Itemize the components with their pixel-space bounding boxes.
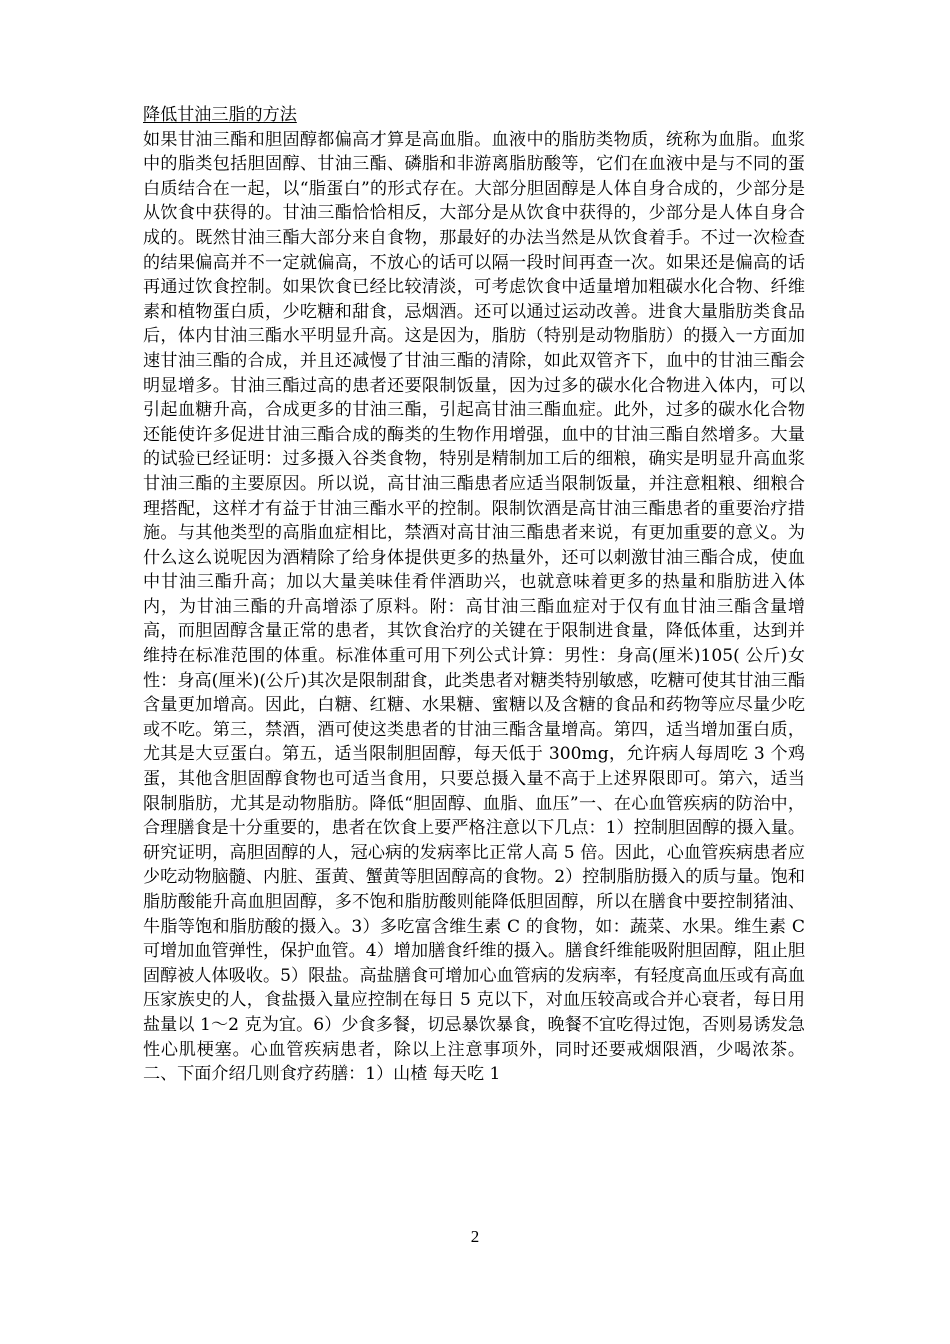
- page-number: 2: [470, 1227, 480, 1246]
- document-content: [143, 103, 805, 1087]
- document-body: 如果甘油三酯和胆固醇都偏高才算是高血脂。血液中的脂肪类物质，统称为血脂。血浆中的脂类包括胆固醇、甘油三酯、磷脂和非游离脂肪酸等，它们在血液中是与不同的蛋白质结合在一起，以“脂蛋白”的形式存在。大部分胆固醇是人体自身合成的，少部分是从饮食中获得的。甘油三酯恰恰相反，大部分是从饮食中获得的，少部分是人体自身合成的。既然甘油三酯大部分来自食物，那最好的办法当然是从饮食着手。不过一次检查的结果偏高并不一定就偏高，不放心的话可以隔一段时间再查一次。如果还是偏高的话再通过饮食控制。如果饮食已经比较清淡，可考虑饮食中适量增加粗碳水化合物、纤维素和植物蛋白质，少吃糖和甜食，忌烟酒。还可以通过运动改善。进食大量脂肪类食品后，体内甘油三酯水平明显升高。这是因为，脂肪（特别是动物脂肪）的摄入一方面加速甘油三酯的合成，并且还减慢了甘油三酯的清除，如此双管齐下，血中的甘油三酯会明显增多。甘油三酯过高的患者还要限制饭量，因为过多的碳水化合物进入体内，可以引起血糖升高，合成更多的甘油三酯，引起高甘油三酯血症。此外，过多的碳水化合物还能使许多促进甘油三酯合成的酶类的生物作用增强，血中的甘油三酯自然增多。大量的试验已经证明：过多摄入谷类食物，特别是精制加工后的细粮，确实是明显升高血浆甘油三酯的主要原因。所以说，高甘油三酯患者应适当限制饭量，并注意粗粮、细粮合理搭配，这样才有益于甘油三酯水平的控制。限制饮酒是高甘油三酯患者的重要治疗措施。与其他类型的高脂血症相比，禁酒对高甘油三酯患者来说，有更加重要的意义。为什么这么说呢因为酒精除了给身体提供更多的热量外，还可以刺激甘油三酯合成，使血中甘油三酯升高；加以大量美味佳肴伴酒助兴，也就意味着更多的热量和脂肪进入体内，为甘油三酯的升高增添了原料。附：高甘油三酯血症对于仅有血甘油三酯含量增高，而胆固醇含量正常的患者，其饮食治疗的关键在于限制进食量，降低体重，达到并维持在标准范围的体重。标准体重可用下列公式计算：男性：身高(厘米)105( 公斤)女性：身高(厘米)(公斤)其次是限制甜食，此类患者对糖类特别敏感，吃糖可使其甘油三酯含量更加增高。因此，白糖、红糖、水果糖、蜜糖以及含糖的食品和药物等应尽量少吃或不吃。第三，禁酒，酒可使这类患者的甘油三酯含量增高。第四，适当增加蛋白质，尤其是大豆蛋白。第五，适当限制胆固醇，每天低于 300mg，允许病人每周吃 3 个鸡蛋，其他含胆固醇食物也可适当食用，只要总摄入量不高于上述界限即可。第六，适当限制脂肪，尤其是动物脂肪。降低“胆固醇、血脂、血压”一、在心血管疾病的防治中，合理膳食是十分重要的，患者在饮食上要严格注意以下几点：1）控制胆固醇的摄入量。研究证明，高胆固醇的人，冠心病的发病率比正常人高 5 倍。因此，心血管疾病患者应少吃动物脑髓、内脏、蛋黄、蟹黄等胆固醇高的食物。2）控制脂肪摄入的质与量。饱和脂肪酸能升高血胆固醇，多不饱和脂肪酸则能降低胆固醇，所以在膳食中要控制猪油、牛脂等饱和脂肪酸的摄入。3）多吃富含维生素 C 的食物，如：蔬菜、水果。维生素 C 可增加血管弹性，保护血管。4）增加膳食纤维的摄入。膳食纤维能吸附胆固醇，阻止胆固醇被人体吸收。5）限盐。高盐膳食可增加心血管病的发病率，有轻度高血压或有高血压家族史的人，食盐摄入量应控制在每日 5 克以下，对血压较高或合并心衰者，每日用盐量以 1～2 克为宜。6）少食多餐，切忌暴饮暴食，晚餐不宜吃得过饱，否则易诱发急性心肌梗塞。心血管疾病患者，除以上注意事项外，同时还要戒烟限酒，少喝浓茶。二、下面介绍几则食疗药膳：1）山楂 每天吃 1: [143, 129, 805, 1085]
- document-title: 降低甘油三脂的方法: [143, 105, 297, 125]
